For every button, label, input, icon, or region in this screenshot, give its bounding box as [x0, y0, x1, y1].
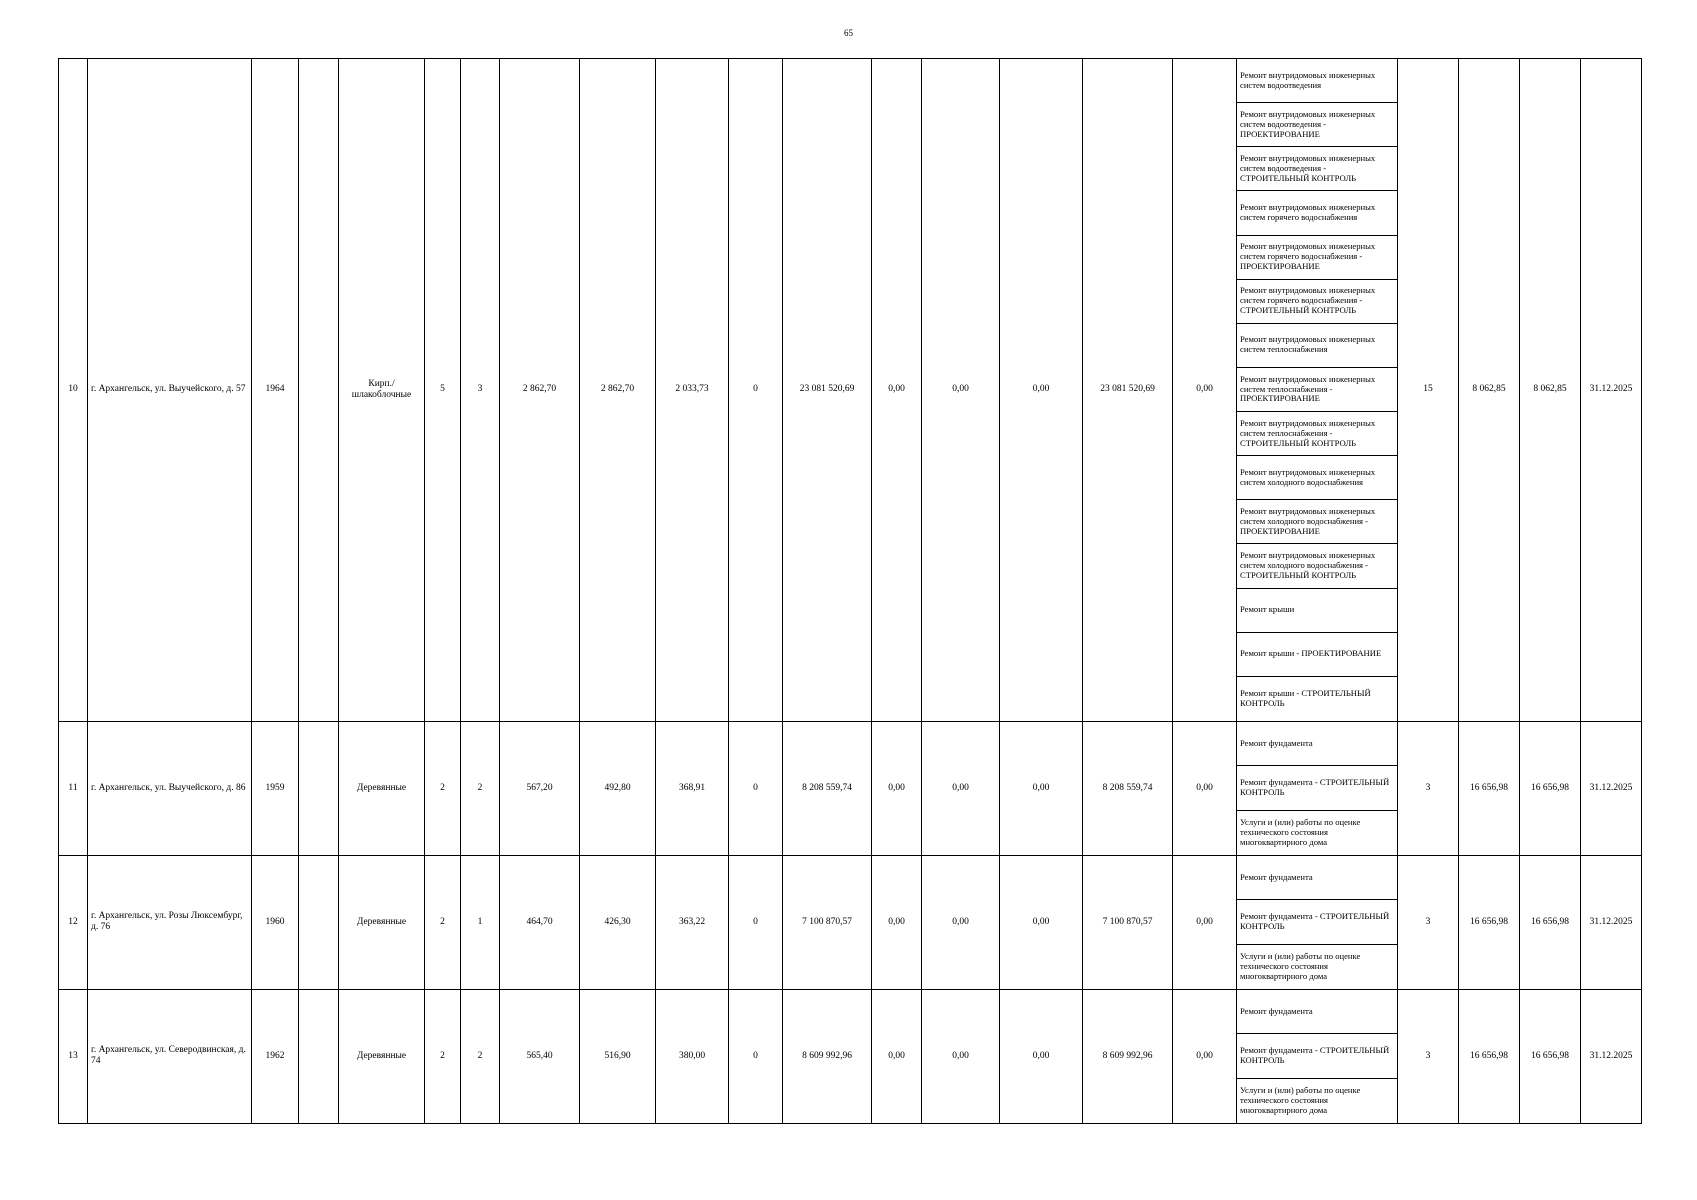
deadline-cell: 31.12.2025 — [1581, 989, 1642, 1123]
wall-material-cell: Деревянные — [339, 855, 425, 989]
blank-cell — [299, 989, 339, 1123]
other-funds-cell: 0,00 — [1173, 59, 1237, 722]
address-cell: г. Архангельск, ул. Розы Люксембург, д. 76 — [88, 855, 252, 989]
work-item: Ремонт внутридомовых инженерных систем горячего водоснабжения - ПРОЕКТИРОВАНИЕ — [1237, 236, 1397, 280]
subject-budget-cell: 0,00 — [922, 989, 1000, 1123]
work-item: Ремонт фундамента — [1237, 856, 1397, 900]
work-item: Ремонт внутридомовых инженерных систем водоотведения — [1237, 59, 1397, 103]
residential-area-cell: 363,22 — [656, 855, 729, 989]
fund-cost-cell: 0,00 — [872, 855, 922, 989]
other-funds-cell: 0,00 — [1173, 855, 1237, 989]
deadline-cell: 31.12.2025 — [1581, 59, 1642, 722]
blank-cell — [299, 855, 339, 989]
fund-cost-cell: 0,00 — [872, 989, 922, 1123]
entrances-cell: 1 — [461, 855, 500, 989]
subject-budget-cell: 0,00 — [922, 721, 1000, 855]
row-number-cell: 13 — [59, 989, 88, 1123]
subject-budget-cell: 0,00 — [922, 855, 1000, 989]
subject-budget-cell: 0,00 — [922, 59, 1000, 722]
table-row — [59, 59, 1642, 722]
max-unit-cost-cell: 16 656,98 — [1520, 721, 1581, 855]
living-area-cell: 492,80 — [580, 721, 656, 855]
work-item: Ремонт внутридомовых инженерных систем холодного водоснабжения - ПРОЕКТИРОВАНИЕ — [1237, 500, 1397, 544]
living-area-cell: 2 862,70 — [580, 59, 656, 722]
residents-count-cell: 0 — [729, 59, 783, 722]
work-item: Ремонт внутридомовых инженерных систем горячего водоснабжения — [1237, 191, 1397, 235]
works-count-cell: 3 — [1398, 855, 1459, 989]
work-item: Ремонт внутридомовых инженерных систем теплоснабжения - СТРОИТЕЛЬНЫЙ КОНТРОЛЬ — [1237, 412, 1397, 456]
work-item: Услуги и (или) работы по оценке технического состояния многоквартирного дома — [1240, 1084, 1361, 1115]
owners-funds-cell: 7 100 870,57 — [1083, 855, 1173, 989]
residential-area-cell: 380,00 — [656, 989, 729, 1123]
work-item: Ремонт внутридомовых инженерных систем водоотведения - СТРОИТЕЛЬНЫЙ КОНТРОЛЬ — [1237, 147, 1397, 191]
address-cell: г. Архангельск, ул. Выучейского, д. 57 — [88, 59, 252, 722]
living-area-cell: 426,30 — [580, 855, 656, 989]
work-item: Ремонт внутридомовых инженерных систем теплоснабжения - ПРОЕКТИРОВАНИЕ — [1237, 368, 1397, 412]
wall-material-cell: Деревянные — [339, 721, 425, 855]
fund-cost-cell: 0,00 — [872, 59, 922, 722]
residents-count-cell: 0 — [729, 989, 783, 1123]
year-built-cell: 1959 — [252, 721, 299, 855]
work-item: Ремонт внутридомовых инженерных систем горячего водоснабжения - СТРОИТЕЛЬНЫЙ КОНТРОЛЬ — [1237, 280, 1397, 324]
unit-cost-cell: 16 656,98 — [1459, 855, 1520, 989]
local-budget-cell: 0,00 — [1000, 855, 1083, 989]
work-item: Ремонт фундамента — [1237, 990, 1397, 1034]
owners-funds-cell: 8 609 992,96 — [1083, 989, 1173, 1123]
work-item: Ремонт фундамента — [1237, 722, 1397, 766]
work-item: Ремонт фундамента - СТРОИТЕЛЬНЫЙ КОНТРОЛЬ — [1237, 900, 1397, 944]
work-item: Ремонт внутридомовых инженерных систем теплоснабжения — [1237, 324, 1397, 368]
work-item: Ремонт крыши - СТРОИТЕЛЬНЫЙ КОНТРОЛЬ — [1240, 687, 1371, 708]
residential-area-cell: 368,91 — [656, 721, 729, 855]
address-cell: г. Архангельск, ул. Выучейского, д. 86 — [88, 721, 252, 855]
residential-area-cell: 2 033,73 — [656, 59, 729, 722]
page-number: 65 — [844, 28, 853, 38]
local-budget-cell: 0,00 — [1000, 59, 1083, 722]
entrances-cell: 2 — [461, 989, 500, 1123]
total-cost-cell: 7 100 870,57 — [783, 855, 872, 989]
other-funds-cell: 0,00 — [1173, 721, 1237, 855]
blank-cell — [299, 721, 339, 855]
row-number-cell: 11 — [59, 721, 88, 855]
fund-cost-cell: 0,00 — [872, 721, 922, 855]
max-unit-cost-cell: 16 656,98 — [1520, 989, 1581, 1123]
deadline-cell: 31.12.2025 — [1581, 855, 1642, 989]
year-built-cell: 1964 — [252, 59, 299, 722]
wall-material-cell: Деревянные — [339, 989, 425, 1123]
work-item: Ремонт фундамента - СТРОИТЕЛЬНЫЙ КОНТРОЛЬ — [1237, 1034, 1397, 1078]
total-cost-cell: 23 081 520,69 — [783, 59, 872, 722]
work-item: Ремонт внутридомовых инженерных систем холодного водоснабжения — [1237, 456, 1397, 500]
year-built-cell: 1962 — [252, 989, 299, 1123]
entrances-cell: 2 — [461, 721, 500, 855]
wall-material-cell: Кирп./шлакоблочные — [339, 59, 425, 722]
local-budget-cell: 0,00 — [1000, 721, 1083, 855]
work-item: Услуги и (или) работы по оценке технического состояния многоквартирного дома — [1240, 816, 1361, 847]
work-item: Ремонт внутридомовых инженерных систем водоотведения - ПРОЕКТИРОВАНИЕ — [1237, 103, 1397, 147]
local-budget-cell: 0,00 — [1000, 989, 1083, 1123]
work-item: Ремонт внутридомовых инженерных систем холодного водоснабжения - СТРОИТЕЛЬНЫЙ КОНТРОЛЬ — [1237, 544, 1397, 588]
table-row — [59, 989, 1642, 1123]
unit-cost-cell: 16 656,98 — [1459, 989, 1520, 1123]
total-cost-cell: 8 609 992,96 — [783, 989, 872, 1123]
total-area-cell: 464,70 — [500, 855, 580, 989]
floors-cell: 2 — [425, 721, 461, 855]
total-cost-cell: 8 208 559,74 — [783, 721, 872, 855]
other-funds-cell: 0,00 — [1173, 989, 1237, 1123]
works-count-cell: 3 — [1398, 989, 1459, 1123]
table-row — [59, 855, 1642, 989]
floors-cell: 5 — [425, 59, 461, 722]
residents-count-cell: 0 — [729, 855, 783, 989]
table-row — [59, 721, 1642, 855]
entrances-cell: 3 — [461, 59, 500, 722]
work-item: Ремонт крыши — [1237, 589, 1397, 633]
works-list-cell — [1237, 989, 1398, 1123]
works-count-cell: 3 — [1398, 721, 1459, 855]
address-cell: г. Архангельск, ул. Северодвинская, д. 74 — [88, 989, 252, 1123]
work-item: Услуги и (или) работы по оценке технического состояния многоквартирного дома — [1240, 950, 1361, 981]
work-item: Ремонт фундамента - СТРОИТЕЛЬНЫЙ КОНТРОЛЬ — [1237, 766, 1397, 810]
owners-funds-cell: 23 081 520,69 — [1083, 59, 1173, 722]
repair-program-table — [58, 58, 1642, 1124]
total-area-cell: 565,40 — [500, 989, 580, 1123]
works-list-cell — [1237, 721, 1398, 855]
living-area-cell: 516,90 — [580, 989, 656, 1123]
max-unit-cost-cell: 16 656,98 — [1520, 855, 1581, 989]
work-item: Ремонт крыши - ПРОЕКТИРОВАНИЕ — [1237, 633, 1397, 677]
residents-count-cell: 0 — [729, 721, 783, 855]
unit-cost-cell: 16 656,98 — [1459, 721, 1520, 855]
floors-cell: 2 — [425, 989, 461, 1123]
deadline-cell: 31.12.2025 — [1581, 721, 1642, 855]
unit-cost-cell: 8 062,85 — [1459, 59, 1520, 722]
works-list-cell — [1237, 59, 1398, 722]
total-area-cell: 567,20 — [500, 721, 580, 855]
works-list-cell — [1237, 855, 1398, 989]
total-area-cell: 2 862,70 — [500, 59, 580, 722]
owners-funds-cell: 8 208 559,74 — [1083, 721, 1173, 855]
row-number-cell: 12 — [59, 855, 88, 989]
max-unit-cost-cell: 8 062,85 — [1520, 59, 1581, 722]
year-built-cell: 1960 — [252, 855, 299, 989]
works-count-cell: 15 — [1398, 59, 1459, 722]
row-number-cell: 10 — [59, 59, 88, 722]
floors-cell: 2 — [425, 855, 461, 989]
blank-cell — [299, 59, 339, 722]
